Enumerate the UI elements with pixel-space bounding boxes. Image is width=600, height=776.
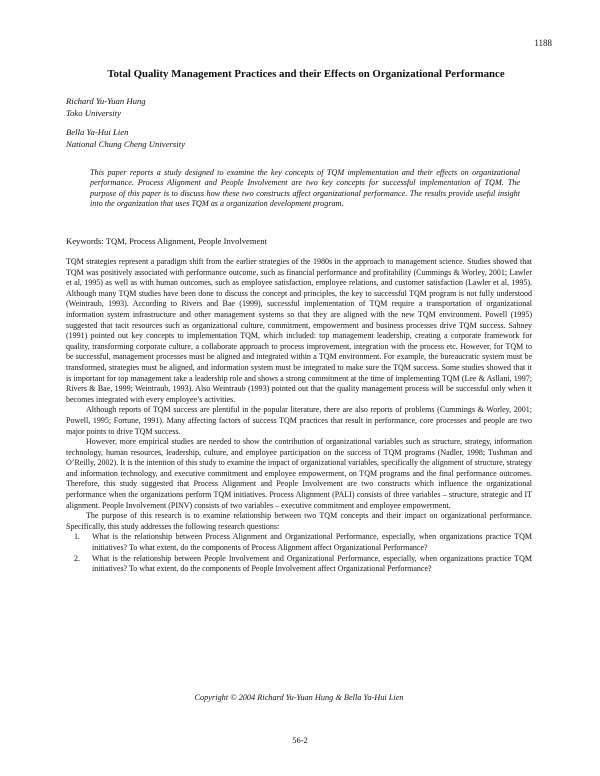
- page-number: 1188: [534, 38, 552, 48]
- list-item: [66, 532, 532, 553]
- body-paragraph: The purpose of this research is to examine relationship between two TQM concepts and their impact on organizational performance. Specifically, this study addresses the following research questions:: [66, 511, 532, 531]
- research-questions: [66, 532, 532, 574]
- list-text: What is the relationship between People Involvement and Organizational Performance, especially, when organizations practice TQM initiatives? To what extent, do the components of People Involvement affect Organizational Performance?: [92, 553, 532, 574]
- body-paragraph: However, more empirical studies are needed to show the contribution of organizational variables such as structure, strategy, information technology, human resources, leadership, culture, and employee participation on the success of TQM programs (Nadler, 1998; Tushman and O’Reilly, 2002). It is the intention of this study to examine the impact of organizational variables, specifically the alignment of structure, strategy and information technology, and executive commitment and employee empowerment, on TQM programs and the final performance outcomes. Therefore, this study suggested that Process Alignment and People Involvement are two constructs which influence the organizational performance when the organizations perform TQM initiatives. Process Alignment (PALI) consists of three variables – structure, strategic and IT alignment. People Involvement (PINV) consists of two variables – executive commitment and employee empowerment.: [66, 437, 532, 510]
- body-text: [66, 257, 532, 575]
- copyright-notice: Copyright © 2004 Richard Yu-Yuan Hung & Bella Ya-Hui Lien: [194, 693, 404, 702]
- author-name: Richard Yu-Yuan Hung: [66, 96, 146, 106]
- body-paragraph: Although reports of TQM success are plentiful in the popular literature, there are also reports of problems (Cummings & Worley, 2001; Powell, 1995; Fortune, 1991). Many affecting factors of success TQM practices that result in performance, core processes and people are two major points to drive TQM success.: [66, 405, 532, 436]
- list-text: What is the relationship between Process Alignment and Organizational Performance, especially, when organizations practice TQM initiatives? To what extent, do the components of Process Alignment affect Organizational Performance?: [92, 532, 532, 553]
- list-number: 2.: [74, 553, 80, 563]
- list-number: 1.: [74, 532, 80, 542]
- paper-title: Total Quality Management Practices and their Effects on Organizational Performance: [107, 68, 505, 80]
- author-affiliation: National Chung Cheng University: [66, 139, 185, 149]
- keywords: Keywords: TQM, Process Alignment, People Involvement: [66, 236, 268, 246]
- body-paragraph: TQM strategies represent a paradigm shift from the earlier strategies of the 1980s in the approach to management science. Studies showed that TQM was positively associated with performance outcome, such as financial performance and profitability (Cummings & Worley, 2001; Lawler et al, 1995) as well as with human outcomes, such as employee satisfaction, employee relations, and customer satisfaction (Lawler et al, 1995). Although many TQM studies have been done to discuss the concept and principles, the key to successful TQM program is not fully understood (Weintraub, 1993). According to Rivers and Bae (1999), successful implementation of TQM require a transportation of organizational information system infrastructure and other management systems so that they are aligned with the new TQM environment. Powell (1995) suggested that tacit resources such as organizational culture, commitment, empowerment and business processes drive TQM success. Sahney (1991) pointed out key concepts to implementation TQM, which included: top management leadership, creating a corporate framework for quality, transforming corporate culture, a collaborate approach to process improvement, integration with the process etc. However, for TQM to be successful, management processes must be aligned and integrated within a TQM environment. For example, the bureaucratic system must be transformed, strategies must be aligned, and information system must be integrated to make sure the TQM success. Some studies showed that it is important for top management take a leadership role and shows a strong commitment at the time of implementing TQM (Lee & Asllani, 1997; Rivers & Bae, 1999; Weintraub, 1993). Also Weintraub (1993) pointed out that the quality management process will be successful only when it becomes integrated with every employee’s activities.: [66, 257, 532, 404]
- list-item: [66, 554, 532, 575]
- footer-page-number: 56-2: [292, 735, 308, 745]
- author-affiliation: Toko University: [66, 108, 121, 118]
- author-block: [66, 95, 146, 119]
- author-block: [66, 126, 185, 150]
- abstract: This paper reports a study designed to examine the key concepts of TQM implementation and their effects on organizational performance. Process Alignment and People Involvement are two key concepts for successful implementation of TQM. The purpose of this paper is to discuss how these two constructs affect organizational performance. The results provide useful insight into the organization that uses TQM as a organization development program.: [90, 168, 520, 208]
- author-name: Bella Ya-Hui Lien: [66, 127, 129, 137]
